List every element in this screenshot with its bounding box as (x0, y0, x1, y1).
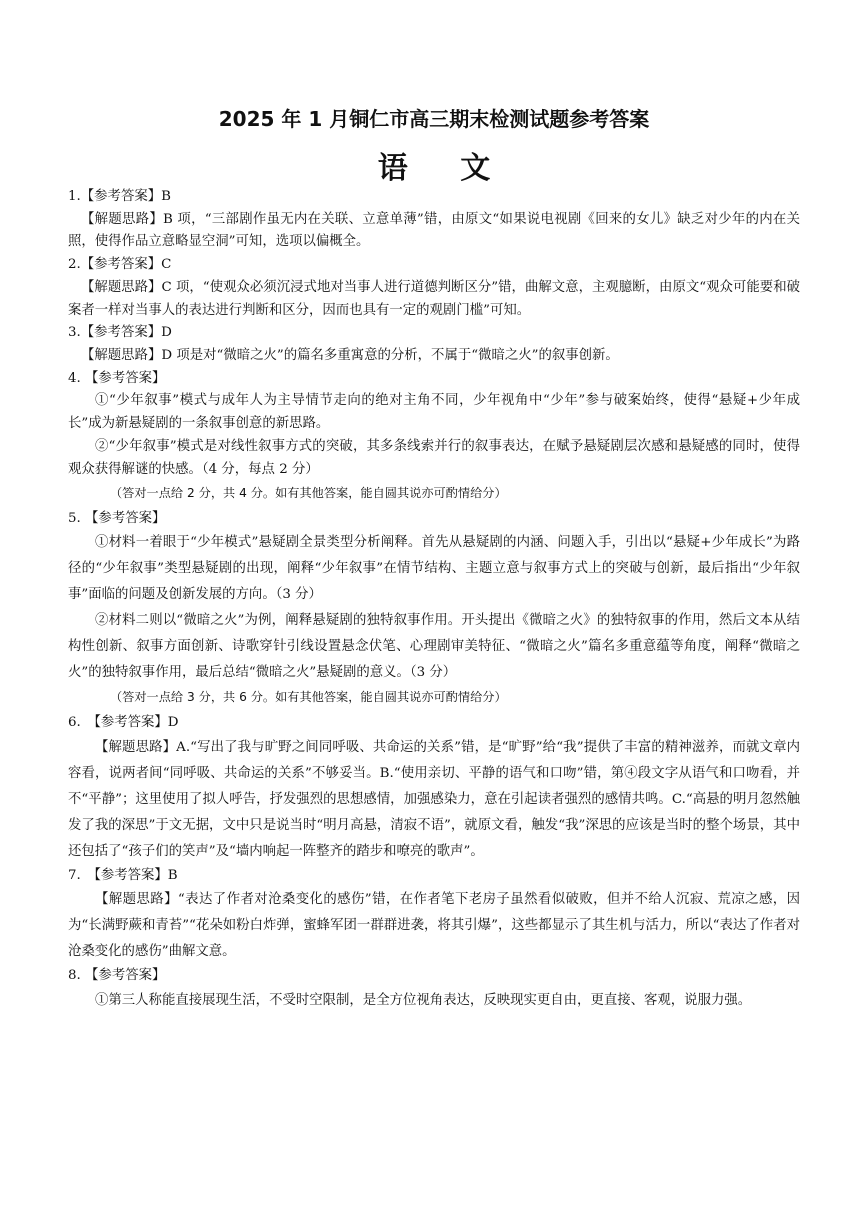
answer-item-6 (68, 712, 800, 865)
answer-heading: 1.【参考答案】B (68, 189, 171, 204)
answer-point: ①材料一着眼于“少年模式”悬疑剧全景类型分析阐释。首先从悬疑剧的内涵、问题入手，引出以“悬疑+少年成长”为路径的“少年叙事”类型悬疑剧的出现，阐释“少年叙事”在情节结构、主题立意与叙事方式上的突破与创新，最后指出“少年叙事”面临的问题及创新发展的方向。（3 分） (68, 535, 800, 603)
answer-heading: 4. 【参考答案】 (68, 370, 166, 386)
answer-explanation: 【解题思路】A.“写出了我与旷野之间同呼吸、共命运的关系”错，是“旷野”给“我”提供了丰富的精神滋养，而就文章内容看，说两者间“同呼吸、共命运的关系”不够妥当。B.“使用亲切、平静的语气和口吻”错，第④段文字从语气和口吻看，并不“平静”；这里使用了拟人呼告，抒发强烈的思想感情，加强感染力，意在引起读者强烈的感情共鸣。C.“高悬的明月忽然触发了我的深思”于文无据，文中只是说当时“明月高悬，清寂不语”，就原文看，触发“我”深思的应该是当时的整个场景，其中还包括了“孩子们的笑声”及“墙内响起一阵整齐的踏步和嘹亮的歌声”。 (68, 739, 800, 859)
answer-item-1 (68, 186, 800, 254)
answer-item-3 (68, 322, 800, 367)
answer-heading: 7. 【参考答案】B (68, 867, 178, 883)
answer-point: ①第三人称能直接展现生活，不受时空限制，是全方位视角表达，反映现实更自由，更直接、客观，说服力强。 (95, 992, 752, 1008)
answer-item-2 (68, 254, 800, 322)
answer-heading: 5. 【参考答案】 (68, 510, 166, 526)
answer-explanation: 【解题思路】C 项，“使观众必须沉浸式地对当事人进行道德判断区分”错，曲解文意，主观臆断，由原文“观众可能要和破案者一样对当事人的表达进行判断和区分，因而也具有一定的观剧门槛”可知。 (68, 279, 800, 318)
answer-content (68, 186, 800, 1014)
answer-heading: 3.【参考答案】D (68, 325, 172, 341)
subject-title: 语 文 (377, 151, 491, 186)
scoring-note: （答对一点给 2 分，共 4 分。如有其他答案，能自圆其说亦可酌情给分） (110, 485, 507, 500)
answer-item-8 (68, 965, 800, 1014)
answer-item-4 (68, 368, 800, 504)
page-title: 2025 年 1 月铜仁市高三期末检测试题参考答案 (218, 107, 650, 131)
answer-point: ②“少年叙事”模式是对线性叙事方式的突破，其多条线索并行的叙事表达，在赋予悬疑剧层次感和悬疑感的同时，使得观众获得解谜的快感。（4 分，每点 2 分） (68, 438, 801, 477)
answer-heading: 6. 【参考答案】D (68, 715, 179, 731)
answer-explanation: 【解题思路】D 项是对“微暗之火”的篇名多重寓意的分析，不属于“微暗之火”的叙事创新。 (81, 347, 619, 363)
answer-heading: 2.【参考答案】C (68, 257, 172, 273)
scoring-note: （答对一点给 3 分，共 6 分。如有其他答案，能自圆其说亦可酌情给分） (110, 690, 507, 705)
answer-explanation: 【解题思路】B 项，“三部剧作虽无内在关联、立意单薄”错，由原文“如果说电视剧《回来的女儿》缺乏对少年的内在关照，使得作品立意略显空洞”可知，选项以偏概全。 (68, 211, 800, 250)
answer-heading: 8. 【参考答案】 (68, 968, 166, 984)
answer-explanation: 【解题思路】“表达了作者对沧桑变化的感伤”错，在作者笔下老房子虽然看似破败，但并不给人沉寂、荒凉之感，因为“长满野蕨和青苔”“花朵如粉白炸弹，蜜蜂军团一群群进袭，将其引爆”，这些都显示了其生机与活力，所以“表达了作者对沧桑变化的感伤”曲解文意。 (68, 892, 800, 960)
answer-item-5 (68, 508, 800, 709)
answer-point: ①“少年叙事”模式与成年人为主导情节走向的绝对主角不同，少年视角中“少年”参与破案始终，使得“悬疑+少年成长”成为新悬疑剧的一条叙事创意的新思路。 (68, 393, 800, 432)
answer-item-7 (68, 865, 800, 966)
answer-point: ②材料二则以“微暗之火”为例，阐释悬疑剧的独特叙事作用。开头提出《微暗之火》的独特叙事的作用，然后文本从结构性创新、叙事方面创新、诗歌穿针引线设置悬念伏笔、心理剧审美特征、“微暗之火”篇名多重意蕴等角度，阐释“微暗之火”的独特叙事作用，最后总结“微暗之火”悬疑剧的意义。（3 分） (68, 613, 800, 681)
